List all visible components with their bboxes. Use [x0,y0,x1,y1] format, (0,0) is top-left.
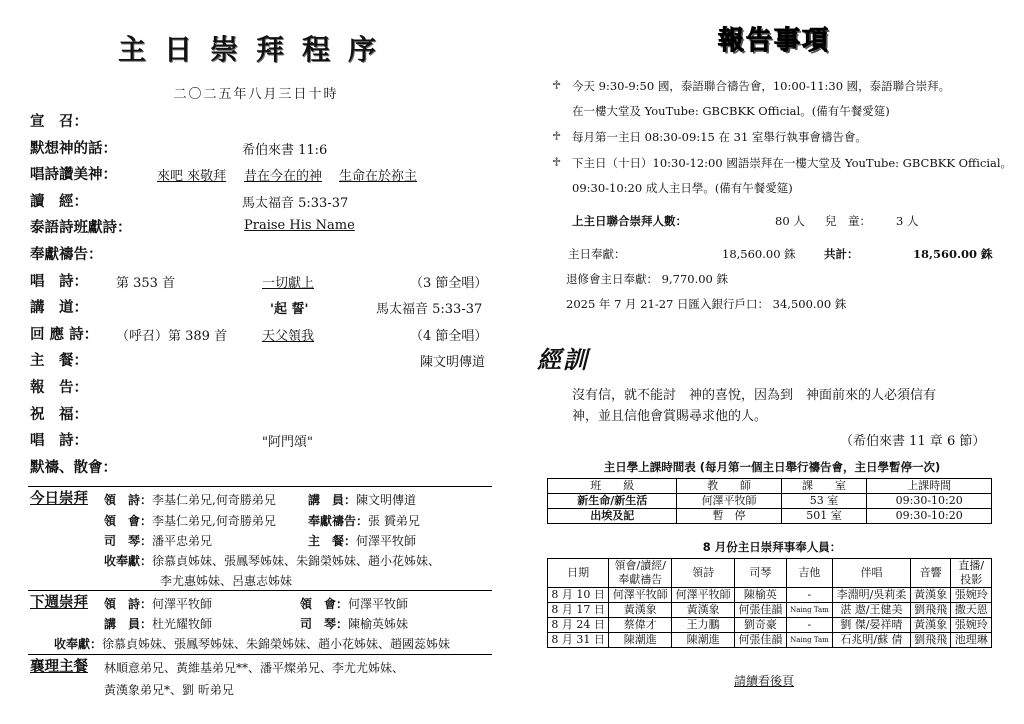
today-speaker: 陳文明傳道 [356,493,417,507]
today-title: 今日崇拜 [30,491,88,507]
meal-line-1: 林順意弟兄、黃維基弟兄**、潘平燦弟兄、李尤尤姊妹、 [104,661,405,675]
table-cell: 53 室 [781,494,867,509]
roster-header-row [548,559,992,588]
table-cell: - [786,588,832,603]
next-worship: 何澤平牧師 [348,597,409,611]
today-offer-2: 李尤惠姊妹、呂惠志姊妹 [160,574,293,588]
service-date: 二〇二五年八月三日十時 [173,87,339,102]
meal-divider [28,654,492,655]
table-row [548,588,992,603]
today-lead: 李基仁弟兄,何奇勝弟兄 [152,493,276,507]
today-meal-label: 主 餐： [308,534,357,548]
table-cell: 石兆明/蘇 倩 [833,633,911,648]
roster-header: 音響 [910,559,951,588]
order-value: Praise His Name [244,218,355,234]
order-hymn-number: （呼召）第 389 首 [116,328,228,344]
table-cell: 09:30-10:20 [867,494,992,509]
table-cell: 劉奇豪 [735,618,787,633]
next-title: 下週崇拜 [30,595,88,611]
roster-table [547,558,992,648]
table-cell: 黃漢象 [672,603,735,618]
table-cell: 出埃及記 [548,509,677,524]
roster-header: 領詩 [672,559,735,588]
order-value: '起 誓' [270,302,309,318]
order-note: （3 節全唱） [410,275,488,291]
order-note: （4 節全唱） [410,328,488,344]
verse-line-1: 沒有信，就不能討 神的喜悅，因為到 神面前來的人必須信有 [572,388,937,403]
today-speaker-label: 講 員： [308,493,357,507]
table-row [548,618,992,633]
offering-label: 主日奉獻： [568,247,626,261]
order-value: 一切獻上 [262,275,315,291]
retreat-offering: 退修會主日奉獻： 9,770.00 銖 [566,272,729,286]
table-cell: 陳潮進 [672,633,735,648]
table-cell: 蔡偉才 [609,618,672,633]
roster-header [951,559,992,588]
table-cell: 王力鵬 [672,618,735,633]
table-cell: - [786,618,832,633]
roster-header: 伴唱 [833,559,911,588]
today-piano: 潘平忠弟兄 [152,534,213,548]
next-offer: 徐慕貞姊妹、張鳳琴姊妹、朱錦榮姊妹、趙小花姊妹、趙國蕊姊妹 [102,637,451,651]
news-3-line-2: 09:30-10:20 成人主日學。(備有午餐愛筵) [572,181,793,195]
today-divider [28,486,492,487]
attendance-kids-label: 兒 童： [825,214,871,228]
order-label: 祝 福： [30,406,88,423]
table-cell: 黃漢象 [910,618,951,633]
next-speaker-label: 講 員： [104,617,153,631]
cross-icon: ♱ [552,78,562,92]
today-piano-label: 司 琴： [104,534,153,548]
today-lead-label: 領 詩： [104,493,153,507]
roster-header-line: 直播/ [958,559,985,572]
order-label: 唱 詩： [30,273,88,290]
table-row [548,494,992,509]
hymn-title: 來吧 來敬拜 [157,169,227,185]
order-label: 報 告： [30,380,88,396]
news-2-line-1: 每月第一主日 08:30-09:15 在 31 室舉行執事會禱告會。 [572,130,867,144]
table-cell: 8 月 24 日 [548,618,609,633]
order-label: 回 應 詩： [30,326,99,343]
table-cell: 暫 停 [677,509,781,524]
today-offer-label: 收奉獻： [104,554,153,568]
table-row [548,603,992,618]
next-lead-label: 領 詩： [104,597,153,611]
order-label: 泰語詩班獻詩： [30,220,132,237]
table-cell: 劉飛飛 [910,633,951,648]
table-cell: 池理琳 [951,633,992,648]
table-cell: 撒天恩 [951,603,992,618]
continue-note: 請續看後頁 [734,674,795,688]
order-value: 希伯來書 11:6 [242,142,328,158]
table-cell: 8 月 31 日 [548,633,609,648]
order-value: "阿門頌" [262,435,313,451]
table-cell: 8 月 17 日 [548,603,609,618]
news-1-line-1: 今天 9:30-9:50 國，泰語聯合禱告會，10:00-11:30 國，泰語聯合崇拜。 [572,79,951,93]
table-cell: 何張佳韻 [735,603,787,618]
program-title: 主日崇拜程序 [117,33,394,66]
roster-header-line: 領會/讀經/ [614,559,666,572]
offering-amount: 18,560.00 銖 [722,247,796,261]
cross-icon: ♱ [552,129,562,143]
order-label: 讀 經： [30,193,88,210]
table-cell: 何澤平牧師 [672,588,735,603]
today-offer-1: 徐慕貞姊妹、張鳳琴姊妹、朱錦榮姊妹、趙小花姊妹、 [152,554,441,568]
offering-total-label: 共計： [824,247,859,261]
sunday-school-header: 上課時間 [867,479,992,494]
table-cell: 新生命/新生活 [548,494,677,509]
roster-header: 司琴 [735,559,787,588]
next-piano: 陳榆英姊妹 [348,617,409,631]
next-worship-label: 領 會： [300,597,349,611]
sunday-school-table [547,478,992,524]
today-worship: 李基仁弟兄,何奇勝弟兄 [152,514,276,528]
table-cell: Naing Tam [786,603,832,618]
order-label: 唱詩讚美神： [30,167,117,184]
table-cell: 劉飛飛 [910,603,951,618]
order-label: 唱 詩： [30,433,88,450]
order-note: 馬太福音 5:33-37 [376,302,483,318]
meal-title: 襄理主餐 [30,659,88,675]
news-3-line-1: 下主日（十日）10:30-12:00 國語崇拜在一樓大堂及 YouTube: GBCBKK Official。 [572,156,1013,170]
today-prayer: 張 贇弟兄 [368,514,420,528]
order-value: 馬太福音 5:33-37 [242,195,349,211]
order-label: 默禱、散會： [30,459,117,476]
table-row [548,509,992,524]
today-worship-label: 領 會： [104,514,153,528]
announcements-title: 報告事項 [718,26,831,56]
order-note: 陳文明傳道 [420,355,486,371]
sunday-school-title: 主日學上課時間表 (每月第一個主日舉行禱告會，主日學暫停一次) [603,460,941,474]
table-cell: 張婉玲 [951,588,992,603]
meal-line-2: 黃漢象弟兄*、劉 昕弟兄 [104,683,234,697]
table-cell: 何張佳韻 [735,633,787,648]
sunday-school-header: 班 級 [548,479,677,494]
today-meal: 何澤平牧師 [356,534,417,548]
table-cell: 何澤平牧師 [677,494,781,509]
order-label: 默想神的話： [30,140,117,157]
hymn-title: 昔在今在的神 [244,169,323,185]
roster-title: 8 月份主日崇拜事奉人員： [702,540,842,554]
cross-icon: ♱ [552,155,562,169]
order-label: 主 餐： [30,353,88,370]
table-cell: 李淵明/吳莉柔 [833,588,911,603]
news-1-line-2: 在一樓大堂及 YouTube: GBCBKK Official。(備有午餐愛筵) [572,104,890,118]
roster-header [609,559,672,588]
table-cell: 劉 傑/晏祥晴 [833,618,911,633]
offering-total: 18,560.00 銖 [913,247,993,261]
table-cell: 8 月 10 日 [548,588,609,603]
table-cell: 501 室 [781,509,867,524]
roster-header-line: 奉獻禱告 [618,573,663,586]
order-label: 講 道： [30,300,88,317]
verse-line-2: 神，並且信他會賞賜尋求他的人。 [572,409,768,424]
table-cell: 09:30-10:20 [867,509,992,524]
sunday-school-header-row [548,479,992,494]
table-cell: Naing Tam [786,633,832,648]
order-label: 奉獻禱告： [30,247,103,263]
table-cell: 黃漢象 [910,588,951,603]
table-cell: 何澤平牧師 [609,588,672,603]
verse-reference: （希伯來書 11 章 6 節） [840,434,986,449]
next-divider [28,590,492,591]
sunday-school-header: 課 室 [781,479,867,494]
order-label: 宣 召： [30,114,88,130]
next-speaker: 杜光耀牧師 [152,617,213,631]
next-offer-label: 收奉獻： [54,637,103,651]
scripture-title: 經訓 [537,345,589,374]
table-row [548,633,992,648]
attendance-label: 上主日聯合崇拜人數： [572,214,687,228]
order-value: 天父領我 [262,328,315,344]
next-lead: 何澤平牧師 [152,597,213,611]
roster-header: 日期 [548,559,609,588]
table-cell: 陳榆英 [735,588,787,603]
attendance-kids: 3 人 [896,214,919,228]
table-cell: 黃漢象 [609,603,672,618]
attendance-adults: 80 人 [775,214,805,228]
table-cell: 陳潮進 [609,633,672,648]
next-piano-label: 司 琴： [300,617,349,631]
table-cell: 張婉玲 [951,618,992,633]
order-hymn-number: 第 353 首 [116,275,176,291]
roster-header-line: 投影 [960,573,983,586]
bank-deposit: 2025 年 7 月 21-27 日匯入銀行戶口： 34,500.00 銖 [566,297,847,311]
today-prayer-label: 奉獻禱告： [308,514,369,528]
roster-header: 吉他 [786,559,832,588]
hymn-title: 生命在於祢主 [339,169,418,185]
sunday-school-header: 教 師 [677,479,781,494]
table-cell: 湛 遨/王健美 [833,603,911,618]
